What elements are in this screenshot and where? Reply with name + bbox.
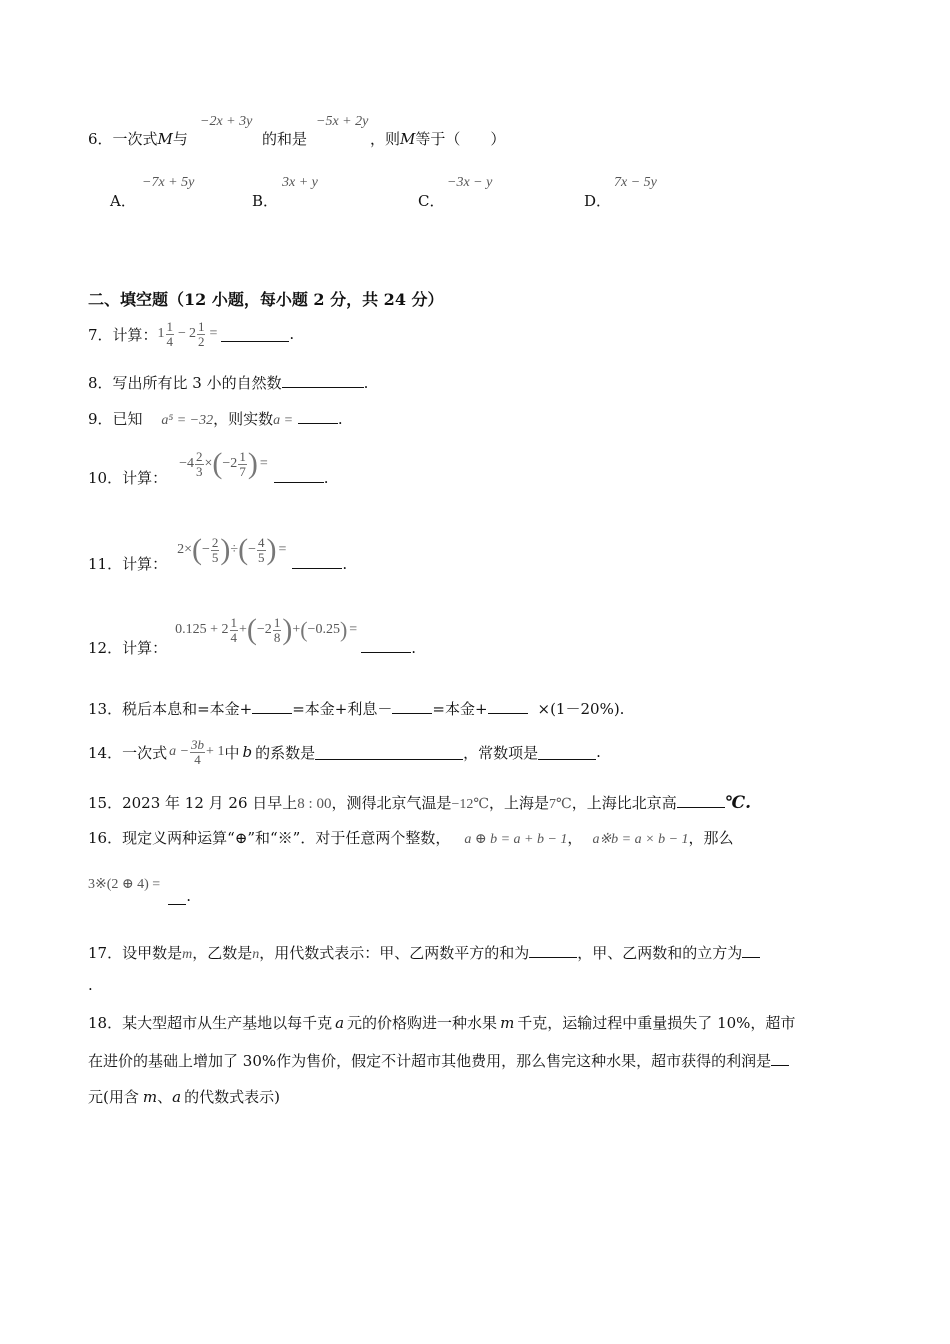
q11-rparen1: ) <box>220 533 231 566</box>
q12-term3: −0.25 <box>307 622 340 637</box>
q6-sum-is: 的和是 <box>262 130 308 148</box>
q13-p2: =本金+利息－ <box>292 700 393 718</box>
q16-def1: a ⊕ b = a + b − 1 <box>464 832 568 847</box>
q9-var: a = <box>273 413 294 428</box>
q12-w2: −2 <box>256 622 272 637</box>
q10-d1: 3 <box>196 463 203 479</box>
q6-option-d-expr: 7x − 5y <box>614 175 657 190</box>
q11-answer <box>292 554 347 573</box>
q14-den: 4 <box>194 751 201 767</box>
q15-line <box>88 792 751 813</box>
q11-d1: 5 <box>211 549 219 565</box>
q14-blank-coefficient[interactable] <box>315 745 463 760</box>
q9-line <box>88 408 343 429</box>
q18-line3 <box>88 1086 280 1107</box>
q14-end: . <box>596 743 601 761</box>
q17-p3: ，用代数式表示：甲、乙两数平方的和为 <box>259 944 530 962</box>
q9-end: . <box>337 410 343 428</box>
q17-line <box>88 942 760 963</box>
q11-div: ÷ <box>230 542 239 557</box>
q10-line <box>88 442 329 486</box>
q6-tail <box>370 128 505 149</box>
q18-line2 <box>88 1050 789 1071</box>
q11-answer-blank[interactable] <box>292 554 342 569</box>
q11-rparen2: ) <box>266 533 277 566</box>
q9-answer-blank[interactable] <box>298 409 338 424</box>
q9-label: 9．已知 <box>88 410 143 428</box>
q15-temp1: −12℃ <box>451 797 490 812</box>
q15-p2: ，测得北京气温是 <box>331 794 452 812</box>
q6-then: ，则 <box>370 130 401 148</box>
q11-lparen1: ( <box>192 533 202 566</box>
q10-eq: = <box>259 456 268 471</box>
q17-n: n <box>252 947 260 962</box>
q13-p4: ×(1－20%). <box>537 700 625 718</box>
q17-p2: ，乙数是 <box>192 944 253 962</box>
q10-w1: −4 <box>179 456 194 471</box>
q10-end: . <box>323 468 329 487</box>
q15-p1: 15．2023 年 12 月 26 日早上 <box>88 794 298 812</box>
q12-lead: 0.125 + 2 <box>175 622 229 637</box>
q12-d2: 8 <box>273 629 281 645</box>
q18-m2: m <box>142 1088 158 1106</box>
q10-answer-blank[interactable] <box>274 468 324 483</box>
q14-p2: 中 <box>224 743 240 762</box>
q14-p3: 的系数是 <box>255 743 316 762</box>
q13-blank-2[interactable] <box>392 699 432 714</box>
q17-m: m <box>182 947 193 962</box>
q12-n1: 1 <box>230 614 237 630</box>
q15-temp2: 7℃ <box>549 797 572 812</box>
q10-expression <box>179 449 268 479</box>
q12-lparen2: ( <box>300 617 308 642</box>
q8-answer-blank[interactable] <box>282 373 364 388</box>
q13-p1: 13．税后本息和=本金+ <box>88 700 253 718</box>
q14-line <box>88 730 601 774</box>
q16-p2: ，那么 <box>688 829 734 847</box>
q17-blank-cube[interactable] <box>742 943 760 958</box>
q7-den2: 2 <box>197 333 205 349</box>
q15-unit: ℃. <box>724 793 752 813</box>
q12-eq: = <box>349 622 358 637</box>
q7-label: 7．计算： <box>88 325 158 344</box>
q14-b: b <box>242 743 253 761</box>
q16-line2 <box>88 876 191 905</box>
q10-rparen: ) <box>247 447 258 480</box>
q12-plus1: + <box>239 622 247 637</box>
q18-m: m <box>500 1014 515 1032</box>
q17-blank-squares[interactable] <box>529 943 577 958</box>
q6-label: 6．一次式 <box>88 130 158 148</box>
q11-label: 11．计算： <box>88 554 168 573</box>
q18-line1b: 元的价格购进一种水果 <box>347 1014 498 1032</box>
q10-frac1 <box>195 450 204 479</box>
q10-n1: 2 <box>196 448 203 464</box>
q8-end: . <box>363 374 369 392</box>
q10-frac2 <box>238 450 247 479</box>
q16-p1: 16．现定义两种运算“⊕”和“※”．对于任意两个整数， <box>88 829 451 847</box>
q6-option-a-expr: −7x + 5y <box>142 175 195 190</box>
q18-sep: 、 <box>157 1088 173 1106</box>
q10-times: × <box>204 456 213 471</box>
q12-answer-blank[interactable] <box>361 638 411 653</box>
q18-line2-text: 在进价的基础上增加了 30%作为售价，假定不计超市其他费用，那么售完这种水果，超市获得的利润是 <box>88 1052 772 1070</box>
section-2-title: 二、填空题（12 小题，每小题 2 分，共 24 分） <box>88 290 444 309</box>
q12-rparen1: ) <box>282 613 293 646</box>
q6-option-a-letter: A． <box>110 192 136 210</box>
q11-end: . <box>342 554 348 573</box>
q9-expr: a⁵ = −32 <box>161 413 214 428</box>
q12-frac2 <box>273 616 282 645</box>
q12-d1: 4 <box>230 629 237 645</box>
q6-option-c-letter: C． <box>418 192 445 210</box>
q18-line1c: 千克，运输过程中重量损失了 10%，超市 <box>517 1014 796 1032</box>
q7-answer-blank[interactable] <box>221 327 289 342</box>
q10-d2: 7 <box>239 463 246 479</box>
q6-expr1: −2x + 3y <box>200 114 253 129</box>
q12-label: 12．计算： <box>88 638 168 657</box>
q10-n2: 1 <box>239 448 246 464</box>
q16-comma: ， <box>567 829 583 847</box>
q17-p1: 17．设甲数是 <box>88 944 183 962</box>
q16-def2: a※b = a × b − 1 <box>592 832 689 847</box>
q13-blank-3[interactable] <box>488 699 528 714</box>
q8-line <box>88 372 368 393</box>
q12-answer <box>361 638 416 657</box>
q14-fraction <box>190 738 205 767</box>
q12-end: . <box>411 638 416 657</box>
q18-line1 <box>88 1012 795 1033</box>
q15-p3: ，上海是 <box>489 794 550 812</box>
q6-var-m: M <box>157 130 173 148</box>
q10-label: 10．计算： <box>88 468 168 487</box>
q6-expr2: −5x + 2y <box>316 114 369 129</box>
q7-eq: = <box>209 326 218 341</box>
q18-answer-blank[interactable] <box>771 1051 789 1066</box>
q16-end: . <box>186 887 191 905</box>
q10-w2: −2 <box>222 456 238 471</box>
q18-line3b: 的代数式表示) <box>184 1088 280 1106</box>
q14-plus: + 1 <box>206 744 225 759</box>
q6-with: 与 <box>172 130 188 148</box>
q16-line <box>88 827 734 848</box>
q11-eq: = <box>278 542 287 557</box>
q7-whole2: 2 <box>188 326 196 341</box>
q12-plus2: + <box>292 622 301 637</box>
q15-answer-blank[interactable] <box>677 793 725 808</box>
q11-frac2 <box>257 536 266 565</box>
q18-line1: 18．某大型超市从生产基地以每千克 <box>88 1014 333 1032</box>
q15-time: 8 : 00 <box>297 796 332 812</box>
q8-text: 8．写出所有比 3 小的自然数 <box>88 374 282 392</box>
q11-n2: 4 <box>258 534 265 550</box>
q7-num1: 1 <box>166 318 174 334</box>
q16-answer-blank[interactable] <box>168 890 186 905</box>
q15-p4: ，上海比北京高 <box>571 794 677 812</box>
q14-a: a − <box>169 744 190 759</box>
q18-a: a <box>335 1014 345 1032</box>
q7-minus: − <box>178 326 186 341</box>
q11-lparen2: ( <box>238 533 249 566</box>
q14-p1: 14．一次式 <box>88 743 168 762</box>
q12-expression <box>175 615 357 645</box>
q14-num: 3b <box>191 736 205 752</box>
q13-blank-1[interactable] <box>252 699 292 714</box>
q12-line <box>88 612 416 656</box>
q11-expression <box>177 535 286 565</box>
q7-line <box>88 314 294 354</box>
q7-end: . <box>289 325 295 343</box>
q6-equals: 等于（ ） <box>415 130 506 148</box>
q12-frac1 <box>230 616 239 645</box>
q7-whole1: 1 <box>157 326 165 341</box>
q12-rparen2: ) <box>339 617 348 642</box>
q17-end: . <box>88 976 93 994</box>
q11-line <box>88 528 347 572</box>
q18-line3a: 元(用含 <box>88 1088 139 1106</box>
q6-option-b-letter: B． <box>252 192 279 210</box>
q6-option-b-expr: 3x + y <box>282 175 318 190</box>
q7-den1: 4 <box>166 333 174 349</box>
q11-neg1: − <box>202 542 210 557</box>
q7-fraction2 <box>197 320 206 349</box>
q6-line <box>88 128 188 149</box>
q13-line <box>88 698 624 719</box>
q6-option-d-letter: D． <box>584 192 612 210</box>
q9-mid: ，则实数 <box>213 410 274 428</box>
q7-fraction1 <box>166 320 175 349</box>
q10-answer <box>274 468 329 487</box>
q14-blank-constant[interactable] <box>538 745 596 760</box>
q10-lparen: ( <box>212 447 223 480</box>
q17-p4: ，甲、乙两数和的立方为 <box>577 944 743 962</box>
q11-n1: 2 <box>211 534 219 550</box>
q6-option-c-expr: −3x − y <box>447 175 493 190</box>
q14-p4: ，常数项是 <box>463 743 539 762</box>
q16-expr: 3※(2 ⊕ 4) = <box>88 877 161 892</box>
q7-num2: 1 <box>197 318 205 334</box>
q6-var-m2: M <box>400 130 416 148</box>
q13-p3: =本金+ <box>432 700 488 718</box>
q11-frac1 <box>211 536 220 565</box>
q11-lead: 2× <box>177 542 192 557</box>
q11-neg2: − <box>248 542 256 557</box>
q12-n2: 1 <box>273 614 281 630</box>
q12-lparen1: ( <box>246 613 257 646</box>
q18-a2: a <box>172 1088 182 1106</box>
q11-d2: 5 <box>258 549 265 565</box>
